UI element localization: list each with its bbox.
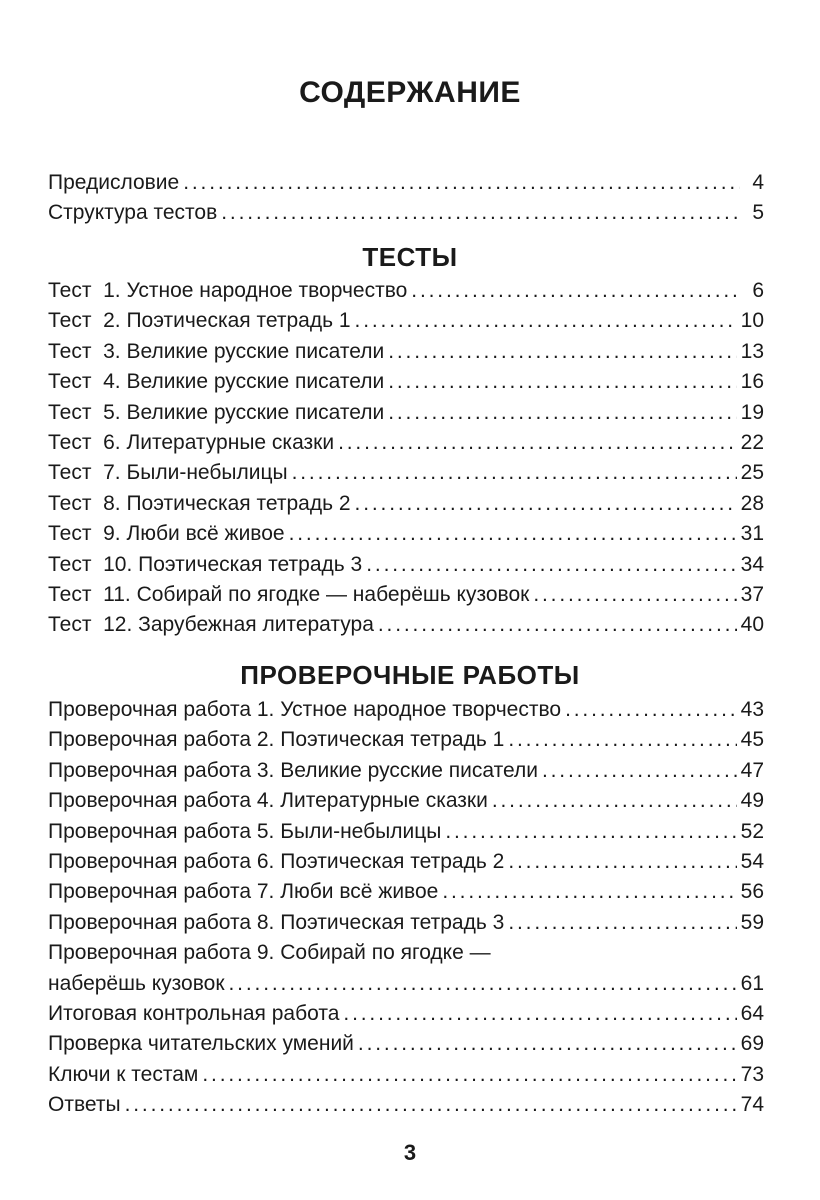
- toc-entry-page: 19: [740, 400, 764, 424]
- dot-leader: [292, 458, 737, 488]
- dot-leader: [442, 877, 736, 907]
- toc-entry-page: 45: [740, 728, 764, 752]
- toc-entry-title: Тест 1. Устное народное творчество: [48, 279, 408, 302]
- toc-entry: [48, 877, 764, 907]
- dot-leader: [378, 610, 737, 640]
- toc-entry-page: 13: [740, 339, 764, 363]
- toc-entry: [48, 695, 764, 725]
- tests-list: [48, 276, 764, 641]
- toc-entry-title: Тест 11. Собирай по ягодке — наберёшь кузовок: [48, 582, 530, 606]
- toc-entry: [48, 198, 764, 228]
- toc-entry-title: Тест 4. Великие русские писатели: [48, 370, 385, 394]
- toc-entry: [48, 847, 764, 877]
- toc-entry-title: Тест 3. Великие русские писатели: [48, 339, 385, 363]
- dot-leader: [289, 519, 737, 549]
- toc-entry-page: 56: [740, 880, 764, 904]
- toc-entry: [48, 756, 764, 786]
- dot-leader: [355, 306, 737, 336]
- toc-entry: [48, 786, 764, 816]
- dot-leader: [343, 999, 736, 1029]
- dot-leader: [411, 276, 740, 306]
- dot-leader: [202, 1060, 736, 1090]
- dot-leader: [388, 337, 736, 367]
- toc-entry-title: наберёшь кузовок: [48, 971, 225, 995]
- toc-entry-page: 61: [740, 971, 764, 995]
- toc-entry-title: Ключи к тестам: [48, 1062, 199, 1086]
- page-number: 3: [403, 1140, 417, 1165]
- dot-leader: [388, 367, 736, 397]
- toc-entry-page: 28: [740, 491, 764, 515]
- dot-leader: [366, 550, 736, 580]
- toc-entry-page: 69: [740, 1032, 764, 1056]
- dot-leader: [492, 786, 737, 816]
- toc-entry: [48, 1090, 764, 1120]
- toc-entry-title: Тест 10. Поэтическая тетрадь 3: [48, 552, 363, 576]
- toc-entry-page: 31: [740, 522, 764, 546]
- toc-entry-page: 43: [740, 698, 764, 721]
- toc-entry-title: Проверочная работа 1. Устное народное творчество: [48, 698, 562, 721]
- toc-entry: [48, 817, 764, 847]
- dot-leader: [221, 198, 740, 228]
- toc-entry: [48, 725, 764, 755]
- toc-entry: [48, 969, 764, 999]
- toc-entry: [48, 550, 764, 580]
- toc-entry-page: 73: [740, 1062, 764, 1086]
- toc-entry-page: 54: [740, 849, 764, 873]
- dot-leader: [358, 1029, 737, 1059]
- toc-entry: [48, 276, 764, 306]
- toc-entry-page: 4: [752, 171, 764, 194]
- toc-entry-title: Проверочная работа 8. Поэтическая тетрадь 3: [48, 910, 505, 934]
- toc-entry: [48, 610, 764, 640]
- toc-entry: [48, 458, 764, 488]
- toc-entry: [48, 908, 764, 938]
- checks-section-heading: ПРОВЕРОЧНЫЕ РАБОТЫ: [240, 660, 580, 690]
- toc-entry: [48, 519, 764, 549]
- toc-entry-page: 6: [752, 279, 764, 302]
- toc-entry-page: 16: [740, 370, 764, 394]
- toc-entry: [48, 580, 764, 610]
- front-matter-list: [48, 168, 764, 229]
- dot-leader: [542, 756, 737, 786]
- dot-leader: [229, 969, 737, 999]
- toc-entry-page: 59: [740, 910, 764, 934]
- dot-leader: [533, 580, 736, 610]
- toc-entry-title: Проверочная работа 4. Литературные сказки: [48, 789, 488, 813]
- toc-entry-title: Проверочная работа 7. Люби всё живое: [48, 880, 439, 904]
- toc-entry-title: Тест 9. Люби всё живое: [48, 522, 285, 546]
- toc-entry-page: 40: [740, 613, 764, 637]
- dot-leader: [508, 725, 736, 755]
- toc-entry: [48, 398, 764, 428]
- dot-leader: [355, 489, 737, 519]
- toc-entry: [48, 367, 764, 397]
- toc-entry-page: 5: [752, 201, 764, 225]
- toc-entry-title: Тест 2. Поэтическая тетрадь 1: [48, 309, 351, 333]
- toc-entry-page: 52: [740, 819, 764, 843]
- checks-list: [48, 695, 764, 1120]
- toc-entry-title: Тест 12. Зарубежная литература: [48, 613, 374, 637]
- toc-entry: [48, 168, 764, 198]
- dot-leader: [565, 695, 737, 725]
- toc-entry-title: Проверочная работа 3. Великие русские писатели: [48, 758, 538, 782]
- toc-entry-title: Тест 5. Великие русские писатели: [48, 400, 385, 424]
- toc-entry: [48, 428, 764, 458]
- toc-entry-title: Проверочная работа 5. Были-небылицы: [48, 819, 442, 843]
- toc-entry-title: Тест 7. Были-небылицы: [48, 461, 288, 485]
- dot-leader: [508, 847, 736, 877]
- dot-leader: [183, 168, 740, 198]
- toc-entry: [48, 999, 764, 1029]
- toc-entry-title: Ответы: [48, 1093, 121, 1117]
- toc-entry-title: Проверка читательских умений: [48, 1032, 354, 1056]
- toc-entry-title: Проверочная работа 2. Поэтическая тетрадь 1: [48, 728, 505, 752]
- toc-entry: [48, 1029, 764, 1059]
- dot-leader: [508, 908, 736, 938]
- toc-entry-title: Итоговая контрольная работа: [48, 1001, 340, 1025]
- toc-entry-title: Предисловие: [48, 171, 180, 194]
- toc-entry-page: 49: [740, 789, 764, 813]
- toc-entry-title: Проверочная работа 9. Собирай по ягодке —: [48, 941, 491, 965]
- toc-entry-title: Тест 8. Поэтическая тетрадь 2: [48, 491, 351, 515]
- dot-leader: [338, 428, 737, 458]
- toc-entry-page: 34: [740, 552, 764, 576]
- toc-entry: [48, 337, 764, 367]
- page-title: СОДЕРЖАНИЕ: [299, 76, 521, 109]
- toc-entry: [48, 938, 764, 968]
- toc-entry-page: 64: [740, 1001, 764, 1025]
- toc-entry-page: 74: [740, 1093, 764, 1117]
- toc-entry-page: 47: [740, 758, 764, 782]
- toc-entry-title: Тест 6. Литературные сказки: [48, 430, 335, 454]
- dot-leader: [125, 1090, 737, 1120]
- toc-entry-page: 10: [740, 309, 764, 333]
- tests-section-heading: ТЕСТЫ: [362, 242, 458, 272]
- toc-entry-title: Проверочная работа 6. Поэтическая тетрадь 2: [48, 849, 505, 873]
- dot-leader: [445, 817, 736, 847]
- toc-entry: [48, 489, 764, 519]
- dot-leader: [388, 398, 736, 428]
- toc-entry-page: 37: [740, 582, 764, 606]
- toc-entry: [48, 1060, 764, 1090]
- toc-entry-title: Структура тестов: [48, 201, 218, 225]
- toc-entry-page: 22: [740, 430, 764, 454]
- toc-entry-page: 25: [740, 461, 764, 485]
- toc-entry: [48, 306, 764, 336]
